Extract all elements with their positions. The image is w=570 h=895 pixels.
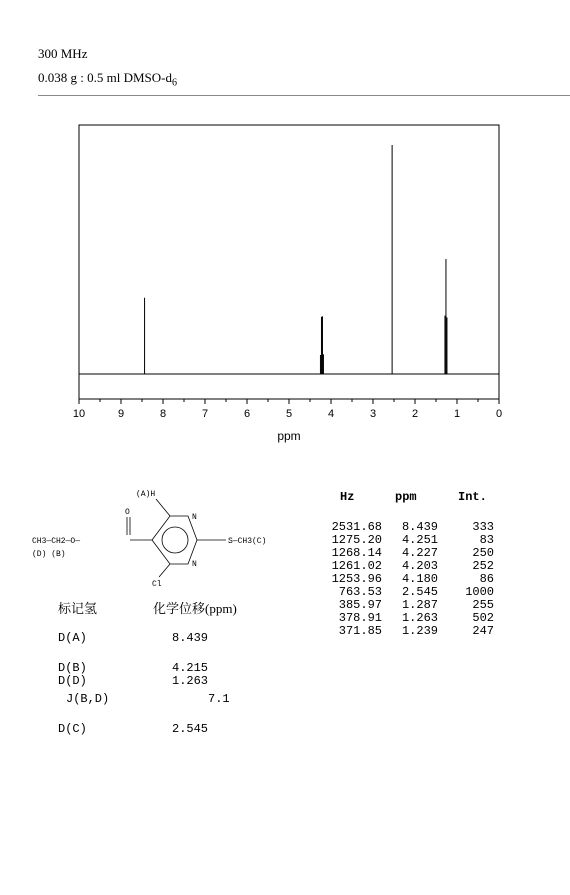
peak-cell-r8-c1: 1.239 xyxy=(401,624,438,638)
tick-label-2: 8 xyxy=(159,408,167,420)
peak-cell-r5-c2: 1000 xyxy=(465,585,494,599)
col-int: Int. xyxy=(458,490,487,504)
peak-cell-r5-c0: 763.53 xyxy=(338,585,382,599)
tick-label-3: 7 xyxy=(201,408,209,420)
peak-cell-r6-c1: 1.287 xyxy=(401,598,438,612)
chain-labels: (D) (B) xyxy=(32,550,66,559)
col-ppm: ppm xyxy=(395,490,417,504)
peak-cell-r1-c0: 1275.20 xyxy=(331,533,382,547)
peak-cell-r8-c2: 247 xyxy=(472,624,494,638)
tick-label-10: 0 xyxy=(495,408,503,420)
cl-label: Cl xyxy=(152,580,162,589)
sample-prefix: 0.038 g : 0.5 ml DMSO-d xyxy=(38,70,172,85)
tick-label-4: 6 xyxy=(243,408,251,420)
peak-cell-r7-c0: 378.91 xyxy=(338,611,382,625)
peak-cell-r3-c1: 4.203 xyxy=(401,559,438,573)
peaks-group xyxy=(145,145,447,374)
tick-label-9: 1 xyxy=(453,408,461,420)
spectrometer-frequency: 300 MHz xyxy=(38,46,88,61)
peak-cell-r2-c1: 4.227 xyxy=(401,546,438,560)
tick-label-1: 9 xyxy=(117,408,125,420)
tick-label-6: 4 xyxy=(327,408,335,420)
assign-label-4: D(C) xyxy=(58,722,87,736)
assign-value-1: 4.215 xyxy=(172,661,209,675)
col-hz: Hz xyxy=(340,490,355,504)
assign-label-2: D(D) xyxy=(58,674,87,688)
carbonyl-o: O xyxy=(125,508,130,517)
peak-cell-r5-c1: 2.545 xyxy=(401,585,438,599)
tick-label-5: 5 xyxy=(285,408,293,420)
peak-cell-r4-c2: 86 xyxy=(479,572,494,586)
assign-value-0: 8.439 xyxy=(172,631,209,645)
peak-cell-r0-c2: 333 xyxy=(472,520,494,534)
peak-cell-r8-c0: 371.85 xyxy=(338,624,382,638)
assign-value-3: 7.1 xyxy=(208,692,230,706)
peak-cell-r6-c2: 255 xyxy=(472,598,494,612)
peak-cell-r4-c1: 4.180 xyxy=(401,572,438,586)
peak-cell-r7-c2: 502 xyxy=(472,611,494,625)
ring-n-top: N xyxy=(192,513,197,522)
peak-cell-r0-c1: 8.439 xyxy=(401,520,438,534)
peak-cell-r2-c2: 250 xyxy=(472,546,494,560)
s-group: S—CH3(C) xyxy=(228,537,267,546)
assign-label-1: D(B) xyxy=(58,661,87,675)
col-proton: 标记氢 xyxy=(58,601,98,616)
peak-cell-r3-c0: 1261.02 xyxy=(331,559,382,573)
peak-cell-r2-c0: 1268.14 xyxy=(331,546,382,560)
assign-value-4: 2.545 xyxy=(172,722,209,736)
peak-cell-r3-c2: 252 xyxy=(472,559,494,573)
ticks-group xyxy=(73,399,502,420)
sample-subscript: 6 xyxy=(171,77,177,89)
peak-cell-r6-c0: 385.97 xyxy=(338,598,382,612)
assign-label-0: D(A) xyxy=(58,631,87,645)
molecule-structure xyxy=(30,485,330,595)
tick-label-0: 10 xyxy=(72,408,86,420)
ring-n-bottom: N xyxy=(192,560,197,569)
col-shift: 化学位移(ppm) xyxy=(153,601,237,616)
peak-cell-r1-c1: 4.251 xyxy=(401,533,438,547)
tick-label-7: 3 xyxy=(369,408,377,420)
chain-text: CH3—CH2—O— xyxy=(32,537,81,546)
tick-label-8: 2 xyxy=(411,408,419,420)
peak-cell-r4-c0: 1253.96 xyxy=(331,572,382,586)
label-a: (A)H xyxy=(136,490,156,499)
plot-frame xyxy=(79,125,499,399)
assign-value-2: 1.263 xyxy=(172,674,209,688)
peak-cell-r7-c1: 1.263 xyxy=(401,611,438,625)
assign-label-3: J(B,D) xyxy=(66,692,110,706)
peak-cell-r1-c2: 83 xyxy=(479,533,494,547)
x-axis-label: ppm xyxy=(277,429,301,443)
peak-cell-r0-c0: 2531.68 xyxy=(331,520,382,534)
